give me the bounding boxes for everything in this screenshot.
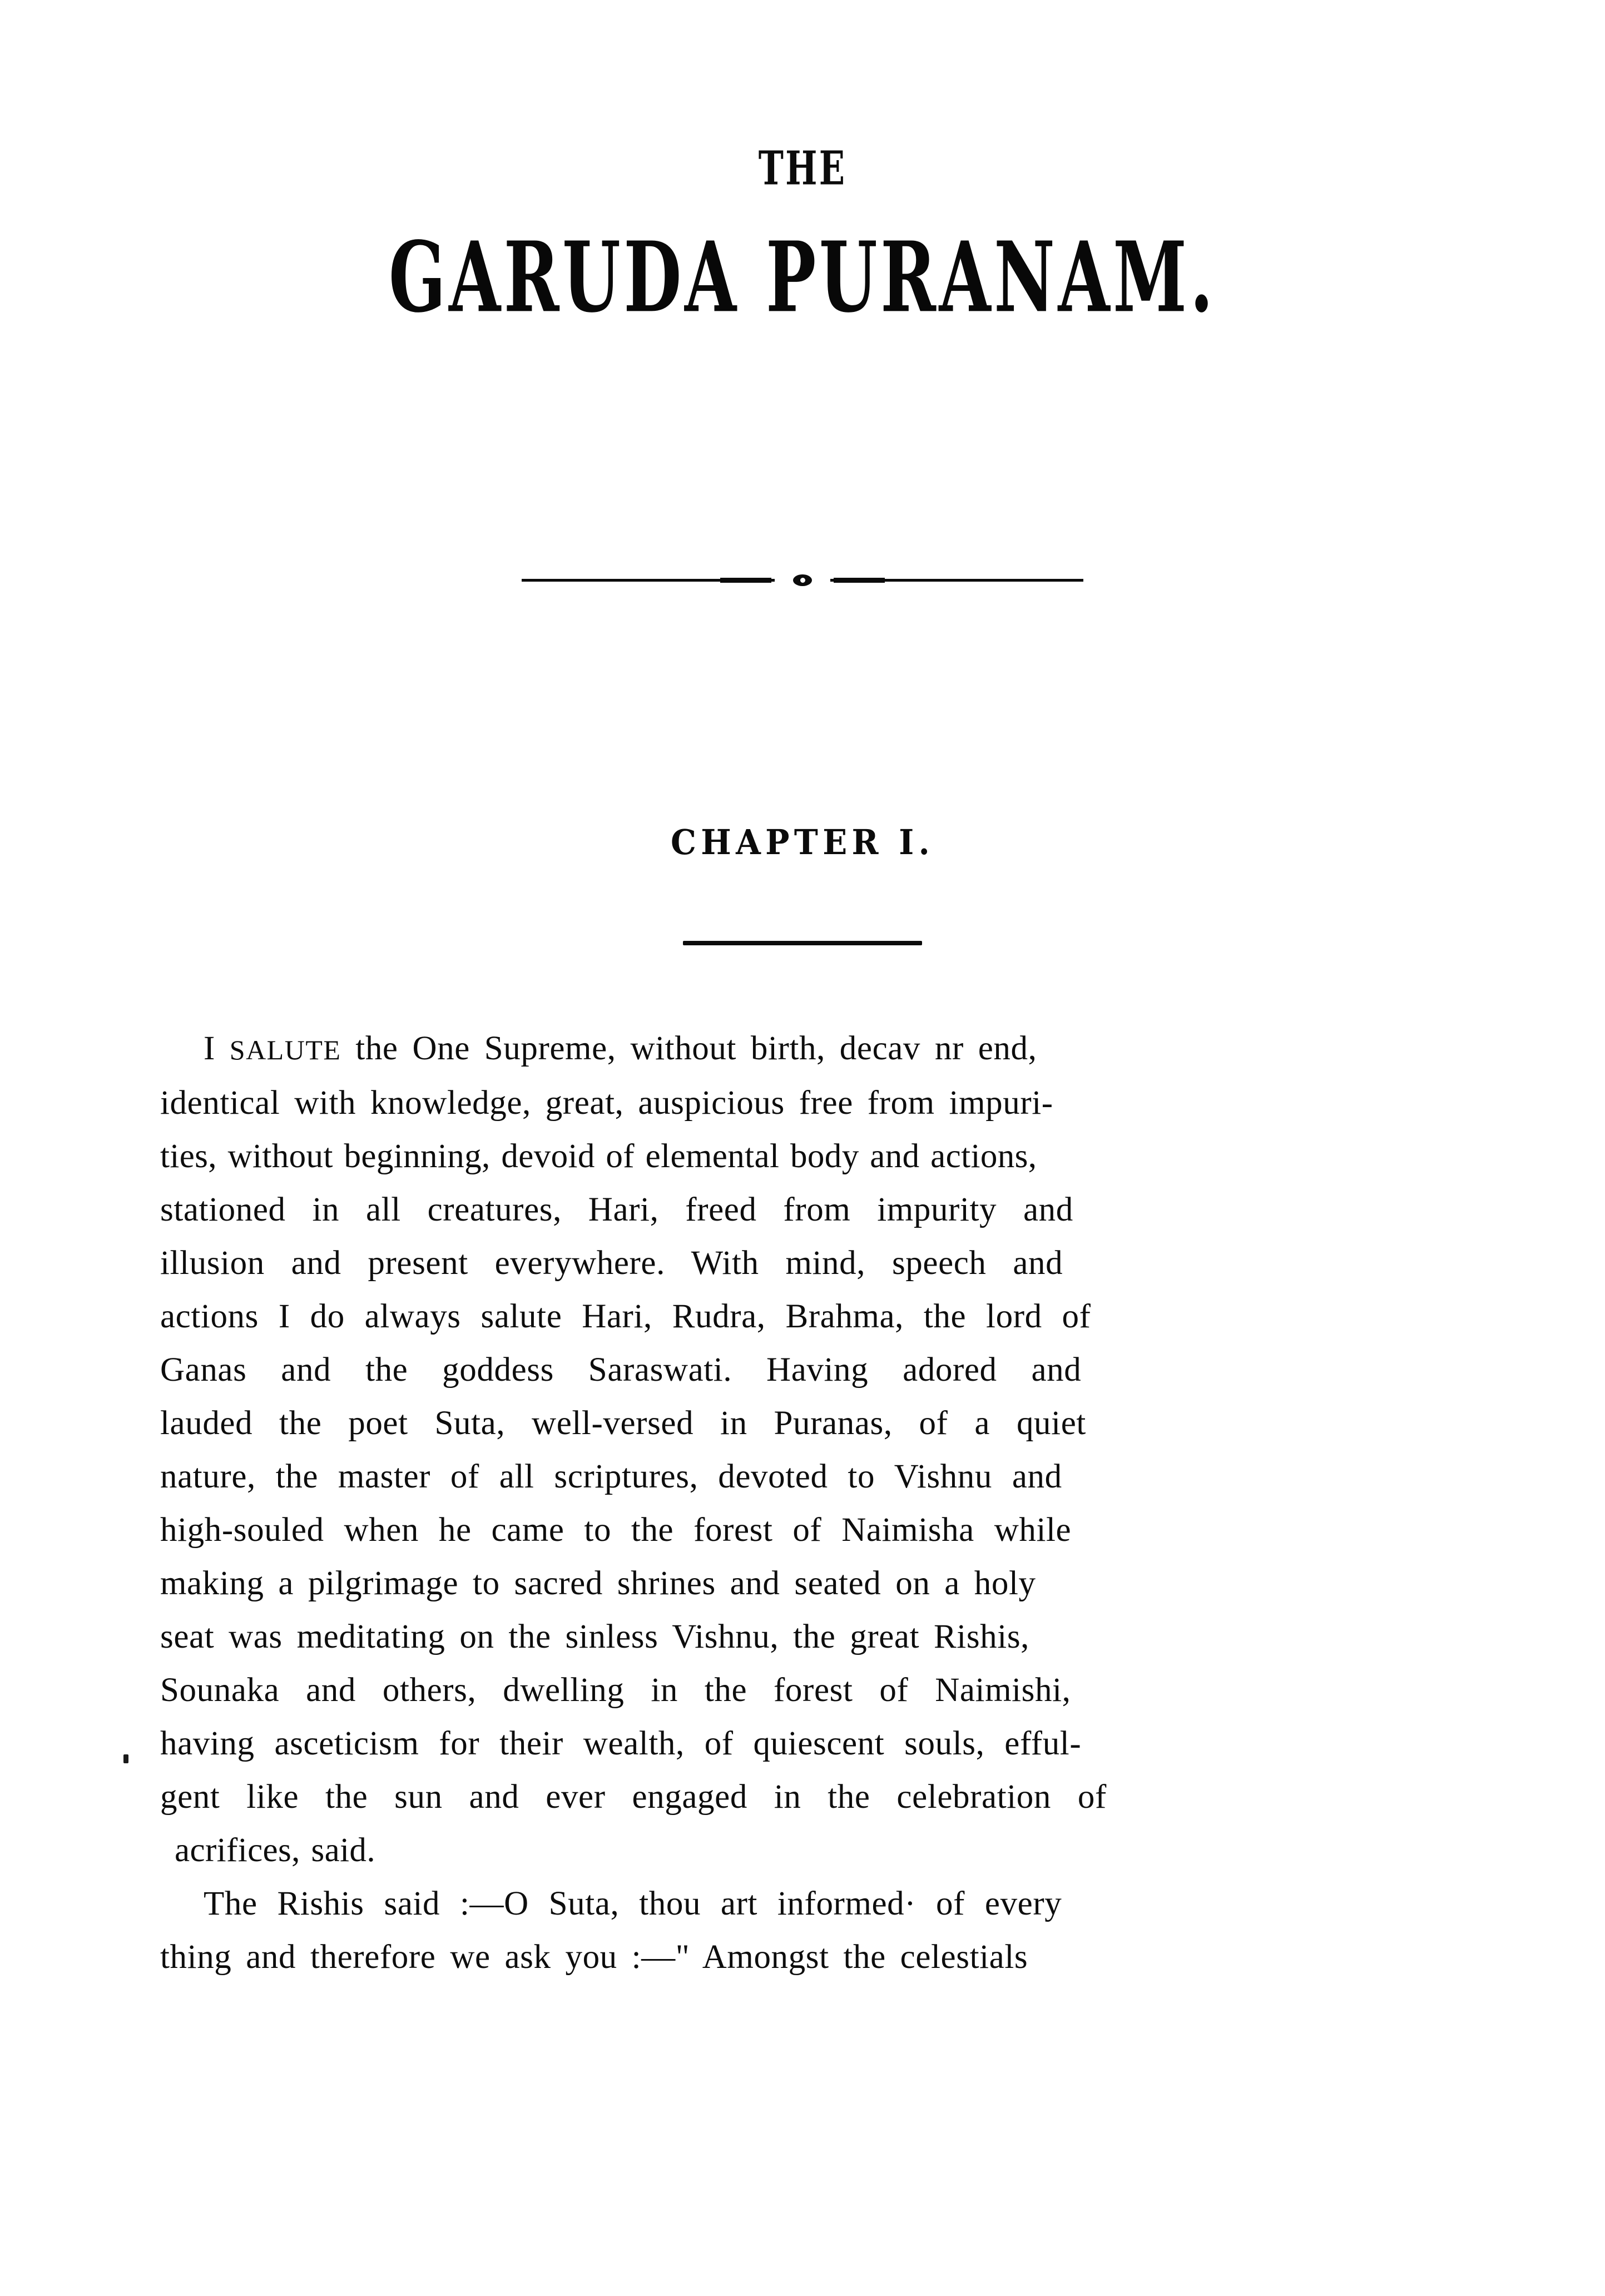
book-title: GARUDA PURANAM.: [388, 220, 1217, 335]
divider-bar-left: [522, 579, 775, 582]
text-run: the One Supreme, without birth, decav nr end,: [341, 1030, 1037, 1067]
text-line: The Rishis said :—O Suta, thou art informed· of every: [204, 1885, 1062, 1922]
text-line: acrifices, said.: [175, 1832, 375, 1869]
text-run: I: [204, 1030, 230, 1067]
body-text: [160, 1022, 1431, 1984]
chapter-rule-divider: [683, 941, 922, 945]
chapter-heading: CHAPTER I.: [670, 822, 935, 862]
text-line: thing and therefore we ask you :—" Amongst the celestials: [160, 1938, 1028, 1976]
paragraph: [160, 1877, 1431, 1984]
text-line: gent like the sun and ever engaged in the celebration of: [160, 1778, 1107, 1816]
text-line: Ganas and the goddess Saraswati. Having adored and: [160, 1351, 1082, 1388]
text-line: nature, the master of all scriptures, devoted to Vishnu and: [160, 1458, 1062, 1495]
text-line: ties, without beginning, devoid of elemental body and actions,: [160, 1138, 1037, 1175]
text-line: illusion and present everywhere. With mind, speech and: [160, 1244, 1063, 1282]
divider-bar-right: [830, 579, 1083, 582]
text-line: [160, 1022, 1431, 1077]
text-line: high-souled when he came to the forest of Naimisha while: [160, 1511, 1072, 1549]
text-line: Sounaka and others, dwelling in the forest of Naimishi,: [160, 1672, 1071, 1709]
ink-speck-artifact: [123, 1754, 128, 1763]
text-line: actions I do always salute Hari, Rudra, Brahma, the lord of: [160, 1298, 1091, 1335]
text-line: lauded the poet Suta, well-versed in Puranas, of a quiet: [160, 1405, 1086, 1442]
text-line: identical with knowledge, great, auspicious free from impuri-: [160, 1084, 1053, 1122]
text-line: having asceticism for their wealth, of quiescent souls, efful-: [160, 1725, 1082, 1762]
title-article-the: THE: [758, 142, 847, 196]
divider-lozenge-icon: [793, 574, 812, 586]
paragraph: [160, 1022, 1431, 1877]
text-line: seat was meditating on the sinless Vishnu, the great Rishis,: [160, 1618, 1030, 1655]
text-line: making a pilgrimage to sacred shrines and seated on a holy: [160, 1565, 1036, 1602]
text-line: stationed in all creatures, Hari, freed from impurity and: [160, 1191, 1073, 1228]
page-title: [0, 142, 1605, 335]
ornamental-divider-icon: [522, 573, 1083, 587]
small-caps-run: SALUTE: [229, 1034, 341, 1065]
